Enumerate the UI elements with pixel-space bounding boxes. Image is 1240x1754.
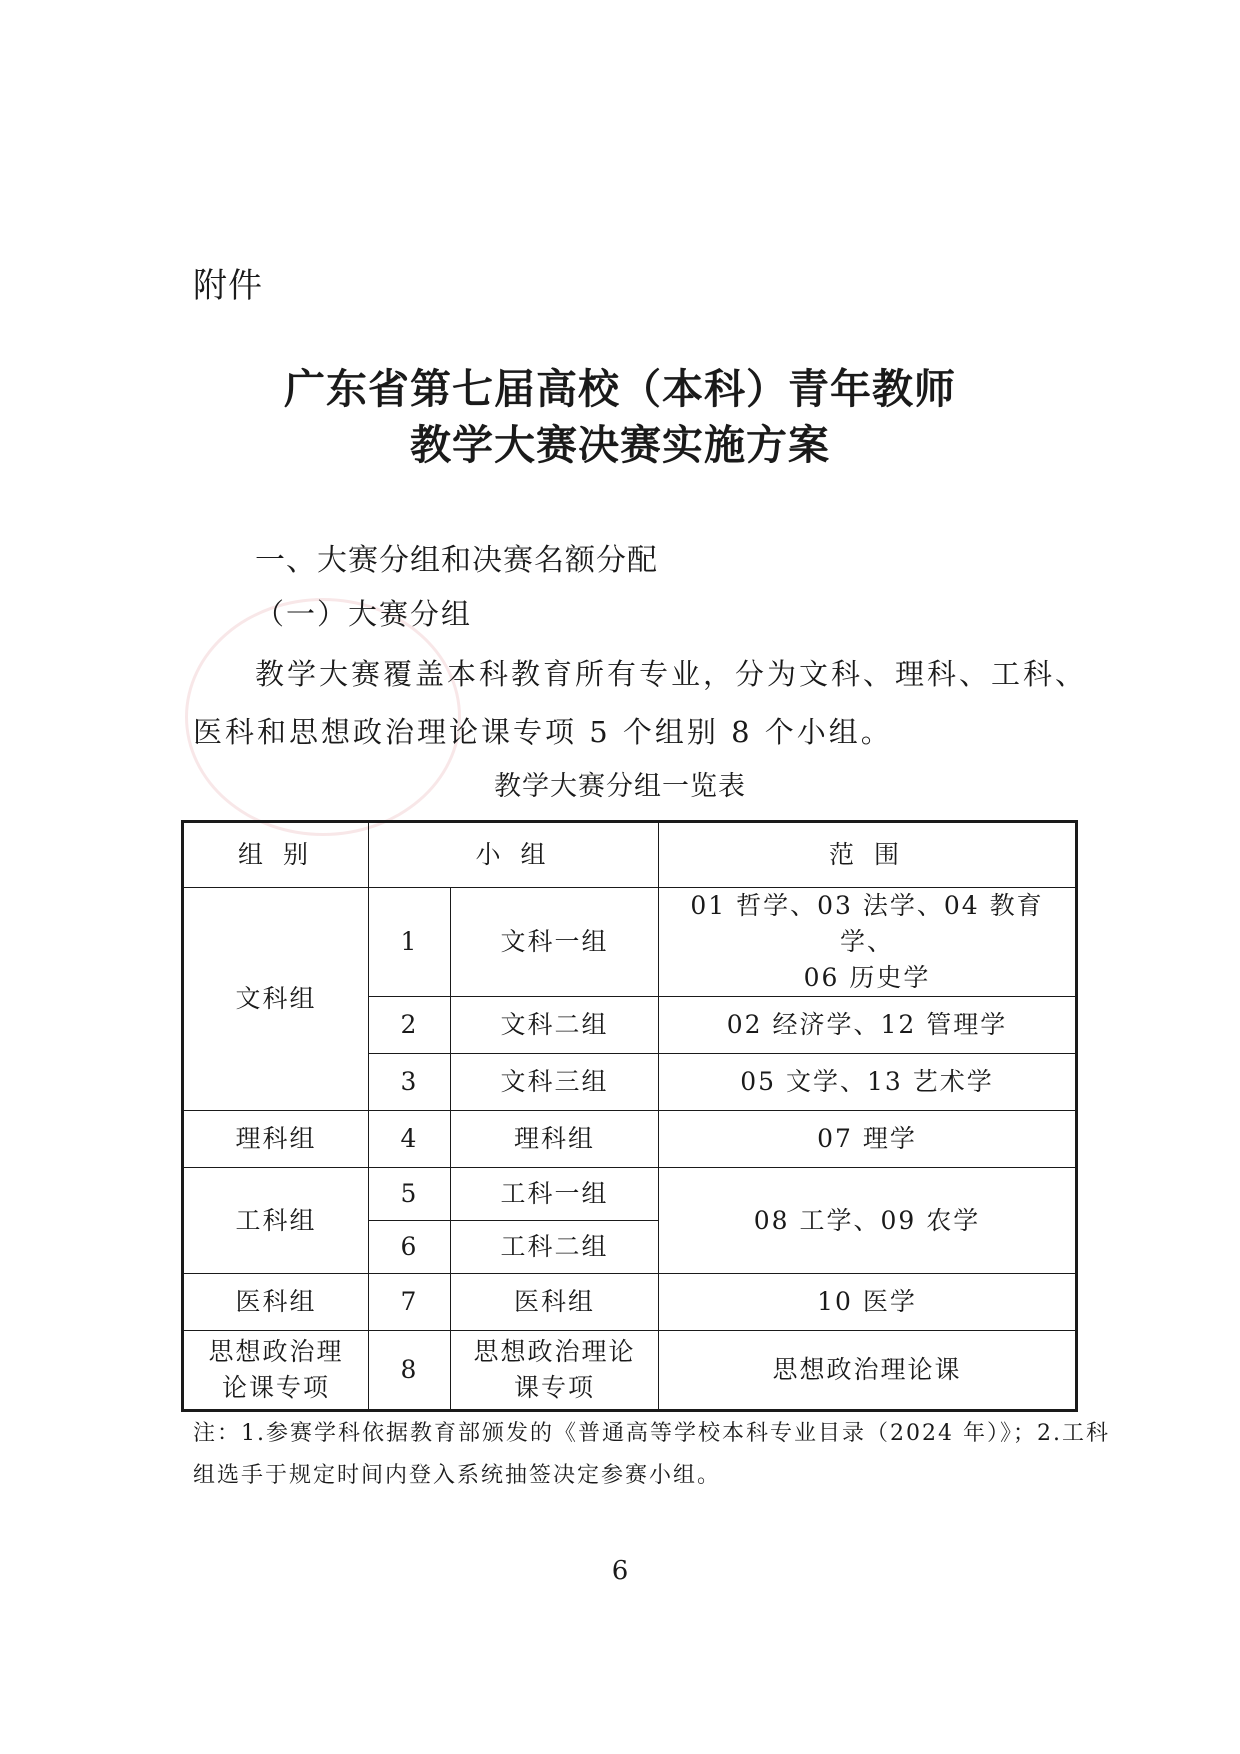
row-number: 6 — [369, 1221, 451, 1274]
header-group: 组 别 — [183, 822, 369, 888]
scope-cell: 05 文学、13 艺术学 — [659, 1054, 1077, 1111]
scope-cell: 08 工学、09 农学 — [659, 1168, 1077, 1274]
table-row — [183, 1331, 1077, 1411]
attachment-label: 附件 — [193, 266, 263, 306]
scope-line: 06 历史学 — [803, 963, 931, 992]
table-note-line-1: 注：1.参赛学科依据教育部颁发的《普通高等学校本科专业目录（2024 年）》；2.工科 — [193, 1421, 1110, 1446]
row-number: 3 — [369, 1054, 451, 1111]
row-number: 8 — [369, 1331, 451, 1411]
table-caption: 教学大赛分组一览表 — [494, 771, 746, 802]
group-cell-science: 理科组 — [183, 1111, 369, 1168]
group-cell-engineering: 工科组 — [183, 1168, 369, 1274]
subgroup-name: 工科二组 — [451, 1221, 659, 1274]
table-header-row — [183, 822, 1077, 888]
subgroup-line: 思想政治理论 — [473, 1337, 636, 1366]
group-cell-medicine: 医科组 — [183, 1274, 369, 1331]
header-subgroup: 小 组 — [369, 822, 659, 888]
table-note-line-2: 组选手于规定时间内登入系统抽签决定参赛小组。 — [193, 1463, 722, 1488]
subgroup-name: 文科一组 — [451, 888, 659, 997]
table-row — [183, 1111, 1077, 1168]
subgroup-name — [451, 1331, 659, 1411]
table-row — [183, 1274, 1077, 1331]
group-table — [181, 820, 1078, 1412]
document-title-line-1: 广东省第七届高校（本科）青年教师 — [284, 365, 956, 413]
row-number: 2 — [369, 997, 451, 1054]
group-line: 思想政治理 — [208, 1337, 344, 1366]
group-line: 论课专项 — [221, 1373, 330, 1402]
scope-line: 01 哲学、03 法学、04 教育学、 — [690, 891, 1044, 956]
subgroup-name: 文科二组 — [451, 997, 659, 1054]
row-number: 5 — [369, 1168, 451, 1221]
page-number: 6 — [611, 1556, 629, 1586]
table-row — [183, 888, 1077, 997]
scope-cell: 10 医学 — [659, 1274, 1077, 1331]
table-row — [183, 1168, 1077, 1221]
scope-cell: 02 经济学、12 管理学 — [659, 997, 1077, 1054]
scope-cell: 思想政治理论课 — [659, 1331, 1077, 1411]
subgroup-name: 医科组 — [451, 1274, 659, 1331]
row-number: 1 — [369, 888, 451, 997]
row-number: 7 — [369, 1274, 451, 1331]
subgroup-name: 文科三组 — [451, 1054, 659, 1111]
group-cell-ideology — [183, 1331, 369, 1411]
paragraph-line-2: 医科和思想政治理论课专项 5 个组别 8 个小组。 — [193, 715, 893, 749]
subgroup-name: 理科组 — [451, 1111, 659, 1168]
subgroup-name: 工科一组 — [451, 1168, 659, 1221]
scope-cell: 07 理学 — [659, 1111, 1077, 1168]
group-cell-liberal-arts: 文科组 — [183, 888, 369, 1111]
sub-heading: （一）大赛分组 — [255, 597, 473, 631]
row-number: 4 — [369, 1111, 451, 1168]
subgroup-line: 课专项 — [514, 1373, 596, 1402]
scope-cell — [659, 888, 1077, 997]
section-heading: 一、大赛分组和决赛名额分配 — [255, 543, 658, 578]
paragraph-line-1: 教学大赛覆盖本科教育所有专业，分为文科、理科、工科、 — [255, 657, 1088, 691]
header-scope: 范 围 — [659, 822, 1077, 888]
document-title-line-2: 教学大赛决赛实施方案 — [410, 421, 830, 469]
